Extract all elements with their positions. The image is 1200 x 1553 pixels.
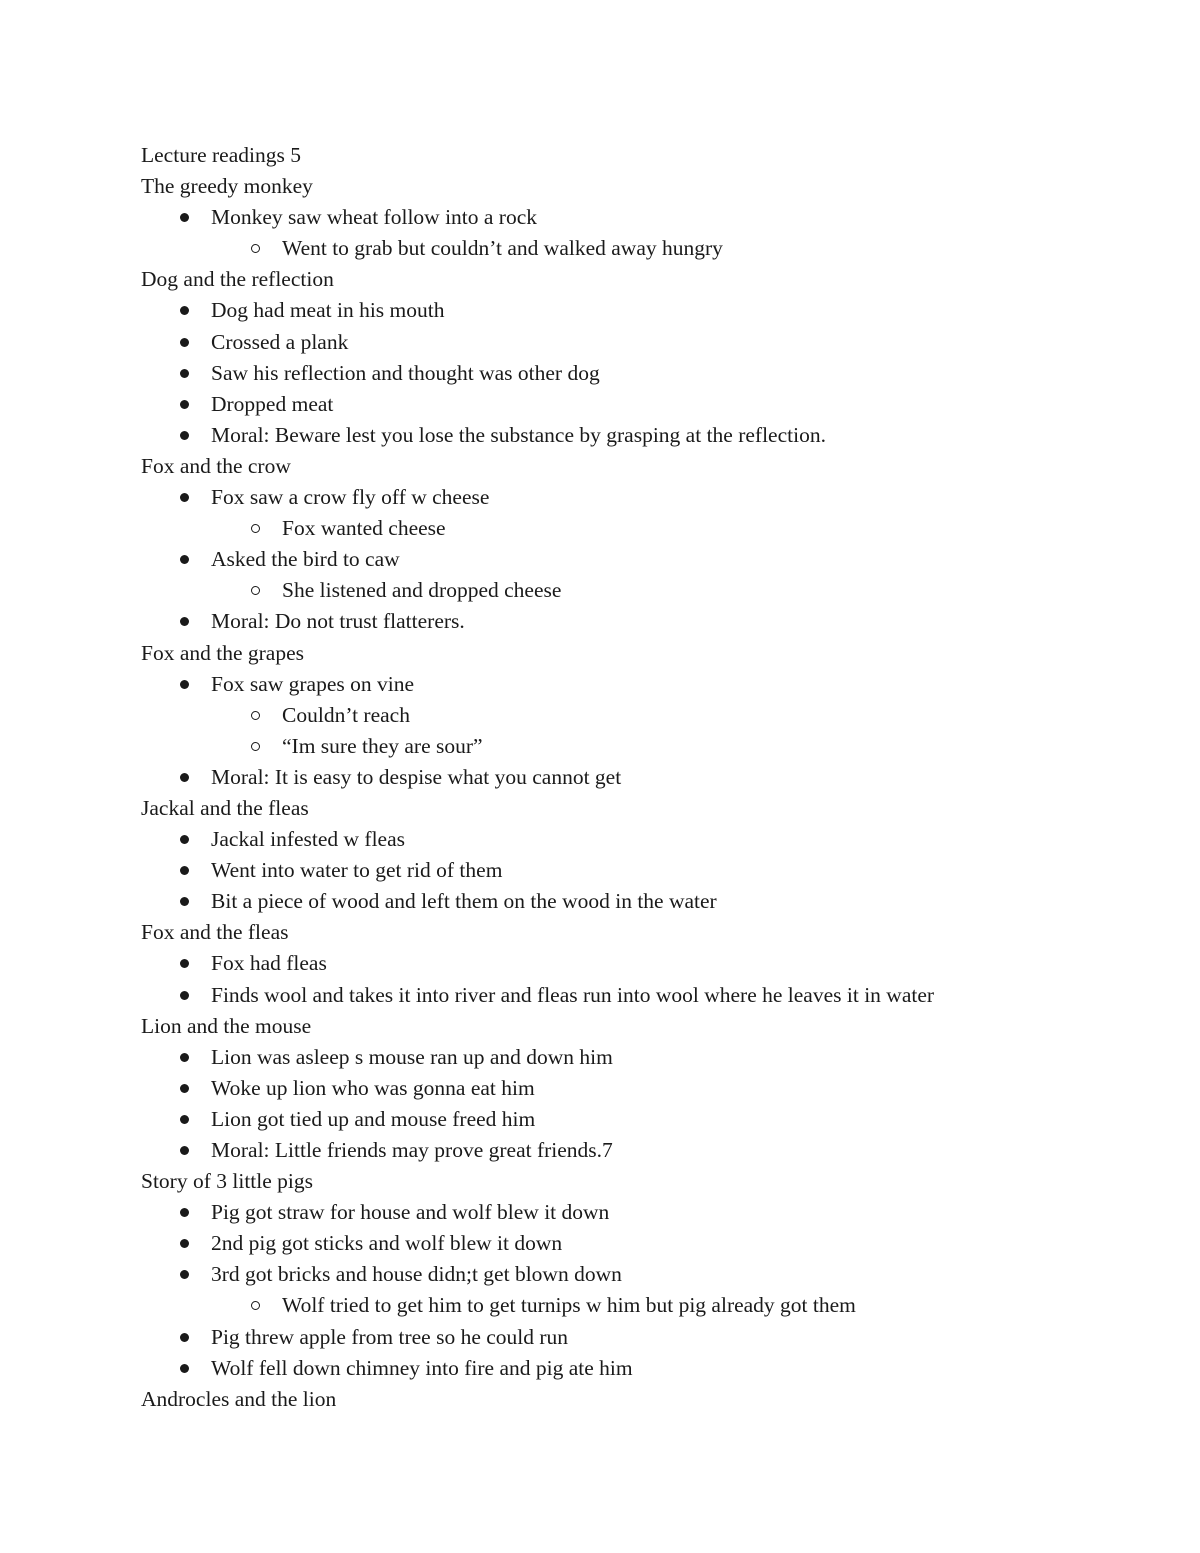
line-text: She listened and dropped cheese <box>282 578 562 603</box>
line-text: Fox saw grapes on vine <box>211 671 415 696</box>
line-text: Fox and the grapes <box>141 640 305 665</box>
line-text: Woke up lion who was gonna eat him <box>211 1075 535 1100</box>
section-heading <box>141 451 1141 482</box>
line-text: Fox and the crow <box>141 453 291 478</box>
line-text: Androcles and the lion <box>141 1386 337 1411</box>
line-text: Moral: It is easy to despise what you cannot get <box>211 764 622 789</box>
section-heading <box>141 1384 1141 1415</box>
list-item <box>141 295 1141 326</box>
line-text: Moral: Little friends may prove great friends.7 <box>211 1138 613 1162</box>
list-item <box>141 1353 1141 1384</box>
list-item <box>141 1322 1141 1353</box>
line-text: Couldn’t reach <box>282 702 410 727</box>
section-heading <box>141 917 1141 948</box>
line-text: Jackal and the fleas <box>141 795 309 820</box>
list-item <box>141 1104 1141 1135</box>
list-item <box>141 202 1141 233</box>
list-item <box>141 948 1141 979</box>
list-item <box>141 1197 1141 1228</box>
section-heading <box>141 264 1141 295</box>
list-item <box>141 544 1141 575</box>
list-item <box>141 327 1141 358</box>
list-item <box>141 669 1141 700</box>
line-text: Went to grab but couldn’t and walked away hungry <box>282 236 723 261</box>
sub-list-item <box>141 700 1141 731</box>
section-heading <box>141 140 1141 171</box>
list-item <box>141 886 1141 917</box>
line-text: “Im sure they are sour” <box>282 733 483 758</box>
list-item <box>141 358 1141 389</box>
section-heading <box>141 171 1141 202</box>
sub-list-item <box>141 731 1141 762</box>
line-text: Story of 3 little pigs <box>141 1169 313 1194</box>
line-text: Fox had fleas <box>211 951 327 976</box>
list-item <box>141 1259 1141 1290</box>
line-text: Moral: Do not trust flatterers. <box>211 609 465 634</box>
line-text: Dog had meat in his mouth <box>211 298 445 323</box>
list-item <box>141 420 1141 451</box>
line-text: Fox saw a crow fly off w cheese <box>211 485 490 510</box>
list-item <box>141 1135 1141 1166</box>
list-item <box>141 389 1141 420</box>
line-text: Lion got tied up and mouse freed him <box>211 1106 536 1131</box>
section-heading <box>141 1166 1141 1197</box>
sub-list-item <box>141 513 1141 544</box>
line-text: Fox wanted cheese <box>282 516 446 541</box>
section-heading <box>141 638 1141 669</box>
list-item <box>141 1042 1141 1073</box>
list-item <box>141 762 1141 793</box>
line-text: Finds wool and takes it into river and fleas run into wool where he leaves it in water <box>211 982 935 1007</box>
list-item <box>141 824 1141 855</box>
line-text: 3rd got bricks and house didn;t get blown down <box>211 1262 622 1287</box>
line-text: Saw his reflection and thought was other dog <box>211 360 600 385</box>
line-text: Wolf tried to get him to get turnips w him but pig already got them <box>282 1293 856 1318</box>
line-text: Dropped meat <box>211 391 334 416</box>
line-text: Lecture readings 5 <box>141 143 301 167</box>
section-heading <box>141 1011 1141 1042</box>
line-text: Crossed a plank <box>211 329 349 354</box>
line-text: Went into water to get rid of them <box>211 858 503 883</box>
sub-list-item <box>141 575 1141 606</box>
line-text: Pig threw apple from tree so he could run <box>211 1324 569 1349</box>
line-text: Dog and the reflection <box>141 267 334 292</box>
list-item <box>141 980 1141 1011</box>
line-text: Bit a piece of wood and left them on the wood in the water <box>211 889 717 914</box>
sub-list-item <box>141 1290 1141 1321</box>
list-item <box>141 606 1141 637</box>
list-item <box>141 855 1141 886</box>
line-text: The greedy monkey <box>141 174 313 199</box>
line-text: Asked the bird to caw <box>211 547 400 572</box>
line-text: Lion was asleep s mouse ran up and down him <box>211 1044 613 1069</box>
line-text: Fox and the fleas <box>141 920 289 945</box>
line-text: Pig got straw for house and wolf blew it down <box>211 1200 610 1225</box>
sub-list-item <box>141 233 1141 264</box>
line-text: Moral: Beware lest you lose the substance by grasping at the reflection. <box>211 422 826 447</box>
line-text: 2nd pig got sticks and wolf blew it down <box>211 1231 563 1256</box>
list-item <box>141 1228 1141 1259</box>
line-text: Jackal infested w fleas <box>211 827 406 852</box>
line-text: Monkey saw wheat follow into a rock <box>211 205 538 230</box>
section-heading <box>141 793 1141 824</box>
line-text: Lion and the mouse <box>141 1013 312 1038</box>
list-item <box>141 1073 1141 1104</box>
document-body <box>141 140 1141 1415</box>
line-text: Wolf fell down chimney into fire and pig ate him <box>211 1355 633 1380</box>
list-item <box>141 482 1141 513</box>
